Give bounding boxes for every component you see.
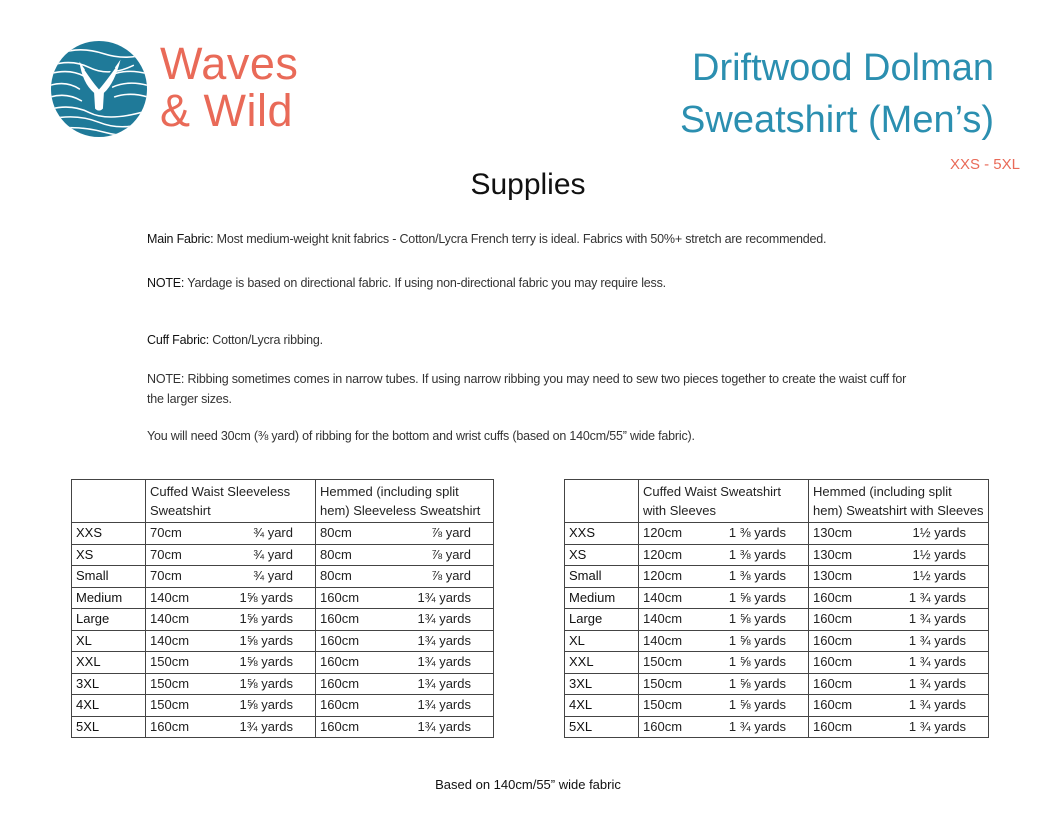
table-row	[72, 630, 494, 652]
column-header: Hemmed (including split hem) Sleeveless Sweatshirt	[316, 480, 494, 523]
size-cell: 4XL	[565, 695, 639, 717]
yard-amount: 1⅝ yards	[239, 611, 293, 627]
ribbing-note	[147, 369, 922, 409]
yard-amount: ¾ yard	[253, 525, 293, 541]
yard-amount: 1 ¾ yards	[908, 697, 966, 713]
yard-amount: 1 ¾ yards	[908, 611, 966, 627]
yardage-cell	[316, 523, 494, 545]
yard-amount: 1⅝ yards	[239, 697, 293, 713]
yard-amount: 1¾ yards	[417, 718, 471, 734]
note-label: Main Fabric:	[147, 232, 214, 246]
yardage-cell	[809, 716, 989, 738]
metric-amount: 160cm	[813, 654, 853, 670]
brand-line-1: Waves	[160, 38, 299, 89]
yardage-cell	[146, 695, 316, 717]
metric-amount: 140cm	[150, 611, 190, 627]
yardage-cell	[146, 630, 316, 652]
yard-amount: 1¾ yards	[417, 654, 471, 670]
metric-amount: 140cm	[643, 632, 683, 648]
note-text: NOTE: Ribbing sometimes comes in narrow tubes. If using narrow ribbing you may need to sew two pieces together to create the waist cuff for the larger sizes.	[147, 372, 907, 406]
yardage-cell	[809, 523, 989, 545]
metric-amount: 140cm	[150, 589, 190, 605]
yardage-cell	[146, 716, 316, 738]
sleeveless-yardage-table	[71, 479, 494, 738]
yardage-cell	[316, 609, 494, 631]
column-header: Hemmed (including split hem) Sweatshirt with Sleeves	[809, 480, 989, 523]
yard-amount: 1¾ yards	[417, 697, 471, 713]
metric-amount: 160cm	[643, 718, 683, 734]
yardage-cell	[809, 695, 989, 717]
metric-amount: 70cm	[150, 525, 182, 541]
size-cell: XXS	[72, 523, 146, 545]
metric-amount: 80cm	[320, 525, 352, 541]
yard-amount: 1 ¾ yards	[728, 718, 786, 734]
note-text: You will need 30cm (⅜ yard) of ribbing for the bottom and wrist cuffs (based on 140cm/55” wide fabric).	[147, 429, 695, 443]
yard-amount: 1¾ yards	[417, 611, 471, 627]
yard-amount: 1 ¾ yards	[908, 654, 966, 670]
note-text: Most medium-weight knit fabrics - Cotton/Lycra French terry is ideal. Fabrics with 50%+ stretch are recommended.	[213, 232, 827, 246]
yard-amount: 1 ⅝ yards	[728, 589, 786, 605]
size-cell: Small	[565, 566, 639, 588]
yard-amount: 1¾ yards	[417, 632, 471, 648]
yard-amount: 1⅝ yards	[239, 632, 293, 648]
yard-amount: 1 ¾ yards	[908, 675, 966, 691]
table-row	[565, 566, 989, 588]
size-cell: 3XL	[565, 673, 639, 695]
yardage-cell	[639, 630, 809, 652]
table-header-row	[565, 480, 989, 523]
yard-amount: ¾ yard	[253, 546, 293, 562]
yardage-cell	[639, 523, 809, 545]
whale-tail-logo-icon	[50, 40, 148, 138]
yardage-cell	[639, 695, 809, 717]
metric-amount: 160cm	[813, 632, 853, 648]
ribbing-amount-note	[147, 426, 917, 446]
yardage-cell	[639, 587, 809, 609]
yardage-cell	[809, 652, 989, 674]
yard-amount: 1½ yards	[912, 568, 966, 584]
yard-amount: 1¾ yards	[239, 718, 293, 734]
brand-name	[160, 40, 298, 134]
yard-amount: 1 ⅝ yards	[728, 654, 786, 670]
table-row	[565, 673, 989, 695]
yard-amount: 1 ¾ yards	[908, 632, 966, 648]
yardage-cell	[639, 544, 809, 566]
note-text: Cotton/Lycra ribbing.	[208, 333, 323, 347]
table-row	[565, 630, 989, 652]
size-range: XXS - 5XL	[949, 156, 1020, 173]
metric-amount: 140cm	[643, 611, 683, 627]
size-cell: XXS	[565, 523, 639, 545]
metric-amount: 80cm	[320, 546, 352, 562]
metric-amount: 150cm	[150, 697, 190, 713]
cuff-fabric-note	[147, 330, 917, 350]
table-header-row	[72, 480, 494, 523]
yard-amount: 1 ⅜ yards	[728, 546, 786, 562]
size-cell: 3XL	[72, 673, 146, 695]
size-cell: XL	[72, 630, 146, 652]
table-row	[72, 652, 494, 674]
yard-amount: 1⅝ yards	[239, 654, 293, 670]
pattern-title	[680, 42, 994, 146]
yardage-cell	[146, 652, 316, 674]
table-row	[72, 716, 494, 738]
metric-amount: 120cm	[643, 568, 683, 584]
yardage-cell	[639, 673, 809, 695]
yardage-cell	[146, 587, 316, 609]
yard-amount: ⅞ yard	[431, 546, 471, 562]
metric-amount: 160cm	[813, 675, 853, 691]
pattern-title-line-1: Driftwood Dolman	[692, 47, 994, 89]
yard-amount: 1¾ yards	[417, 589, 471, 605]
metric-amount: 140cm	[643, 589, 683, 605]
main-fabric-note	[147, 229, 917, 249]
metric-amount: 140cm	[150, 632, 190, 648]
metric-amount: 150cm	[150, 675, 190, 691]
metric-amount: 120cm	[643, 525, 683, 541]
note-label: Cuff Fabric:	[147, 333, 209, 347]
table-row	[565, 544, 989, 566]
sleeved-yardage-table	[564, 479, 989, 738]
yardage-cell	[316, 673, 494, 695]
metric-amount: 150cm	[643, 654, 683, 670]
yard-amount: 1¾ yards	[417, 675, 471, 691]
metric-amount: 130cm	[813, 568, 853, 584]
yardage-cell	[146, 609, 316, 631]
yard-amount: ¾ yard	[253, 568, 293, 584]
yard-amount: 1 ⅜ yards	[728, 568, 786, 584]
yardage-cell	[146, 544, 316, 566]
table-row	[565, 587, 989, 609]
yard-amount: 1 ¾ yards	[908, 589, 966, 605]
size-cell: Large	[565, 609, 639, 631]
table-row	[565, 523, 989, 545]
metric-amount: 160cm	[150, 718, 190, 734]
table-row	[72, 587, 494, 609]
table-row	[565, 652, 989, 674]
yardage-cell	[639, 716, 809, 738]
column-header: Cuffed Waist Sweatshirt with Sleeves	[639, 480, 809, 523]
yardage-cell	[316, 652, 494, 674]
yard-amount: 1⅝ yards	[239, 589, 293, 605]
yard-amount: 1 ¾ yards	[908, 718, 966, 734]
note-label: NOTE:	[147, 276, 185, 290]
yardage-cell	[809, 630, 989, 652]
metric-amount: 70cm	[150, 568, 182, 584]
yard-amount: 1 ⅝ yards	[728, 611, 786, 627]
metric-amount: 150cm	[643, 697, 683, 713]
metric-amount: 70cm	[150, 546, 182, 562]
footnote: Based on 140cm/55” wide fabric	[435, 777, 621, 792]
metric-amount: 160cm	[320, 718, 360, 734]
pattern-title-line-2: Sweatshirt (Men’s)	[680, 99, 994, 141]
yardage-cell	[316, 566, 494, 588]
metric-amount: 160cm	[320, 632, 360, 648]
yardage-cell	[316, 716, 494, 738]
size-cell: 4XL	[72, 695, 146, 717]
yard-amount: 1 ⅝ yards	[728, 632, 786, 648]
table-row	[72, 566, 494, 588]
yard-amount: ⅞ yard	[431, 568, 471, 584]
table-row	[72, 523, 494, 545]
size-cell: Medium	[72, 587, 146, 609]
table-row	[565, 609, 989, 631]
size-cell: XXL	[72, 652, 146, 674]
yard-amount: 1½ yards	[912, 546, 966, 562]
table-row	[72, 609, 494, 631]
metric-amount: 160cm	[813, 589, 853, 605]
table-row	[72, 673, 494, 695]
yardage-cell	[639, 609, 809, 631]
yardage-cell	[316, 587, 494, 609]
yardage-cell	[809, 566, 989, 588]
yardage-cell	[316, 695, 494, 717]
yardage-cell	[639, 566, 809, 588]
yardage-cell	[809, 673, 989, 695]
size-cell: Medium	[565, 587, 639, 609]
size-cell: XXL	[565, 652, 639, 674]
table-row	[565, 716, 989, 738]
table-row	[72, 695, 494, 717]
table-row	[72, 544, 494, 566]
metric-amount: 160cm	[813, 611, 853, 627]
metric-amount: 160cm	[813, 718, 853, 734]
yard-amount: 1 ⅝ yards	[728, 697, 786, 713]
metric-amount: 120cm	[643, 546, 683, 562]
metric-amount: 160cm	[320, 697, 360, 713]
size-column-header	[565, 480, 639, 523]
yard-amount: 1⅝ yards	[239, 675, 293, 691]
size-cell: 5XL	[72, 716, 146, 738]
metric-amount: 160cm	[320, 675, 360, 691]
metric-amount: 80cm	[320, 568, 352, 584]
yardage-cell	[809, 609, 989, 631]
page-heading: Supplies	[470, 168, 586, 201]
column-header: Cuffed Waist Sleeveless Sweatshirt	[146, 480, 316, 523]
metric-amount: 150cm	[643, 675, 683, 691]
note-text: Yardage is based on directional fabric. If using non-directional fabric you may require less.	[184, 276, 666, 290]
yardage-cell	[809, 544, 989, 566]
metric-amount: 150cm	[150, 654, 190, 670]
yard-amount: ⅞ yard	[431, 525, 471, 541]
yardage-cell	[146, 523, 316, 545]
yardage-cell	[809, 587, 989, 609]
size-cell: 5XL	[565, 716, 639, 738]
size-cell: XS	[565, 544, 639, 566]
metric-amount: 130cm	[813, 546, 853, 562]
metric-amount: 130cm	[813, 525, 853, 541]
yardage-cell	[316, 544, 494, 566]
metric-amount: 160cm	[813, 697, 853, 713]
size-cell: Small	[72, 566, 146, 588]
metric-amount: 160cm	[320, 611, 360, 627]
yardage-note	[147, 273, 917, 293]
yard-amount: 1 ⅜ yards	[728, 525, 786, 541]
yard-amount: 1 ⅝ yards	[728, 675, 786, 691]
yardage-cell	[146, 673, 316, 695]
yardage-cell	[146, 566, 316, 588]
yard-amount: 1½ yards	[912, 525, 966, 541]
table-row	[565, 695, 989, 717]
size-column-header	[72, 480, 146, 523]
size-cell: Large	[72, 609, 146, 631]
brand-line-2: & Wild	[160, 85, 294, 136]
yardage-cell	[639, 652, 809, 674]
metric-amount: 160cm	[320, 589, 360, 605]
size-cell: XL	[565, 630, 639, 652]
yardage-cell	[316, 630, 494, 652]
size-cell: XS	[72, 544, 146, 566]
metric-amount: 160cm	[320, 654, 360, 670]
